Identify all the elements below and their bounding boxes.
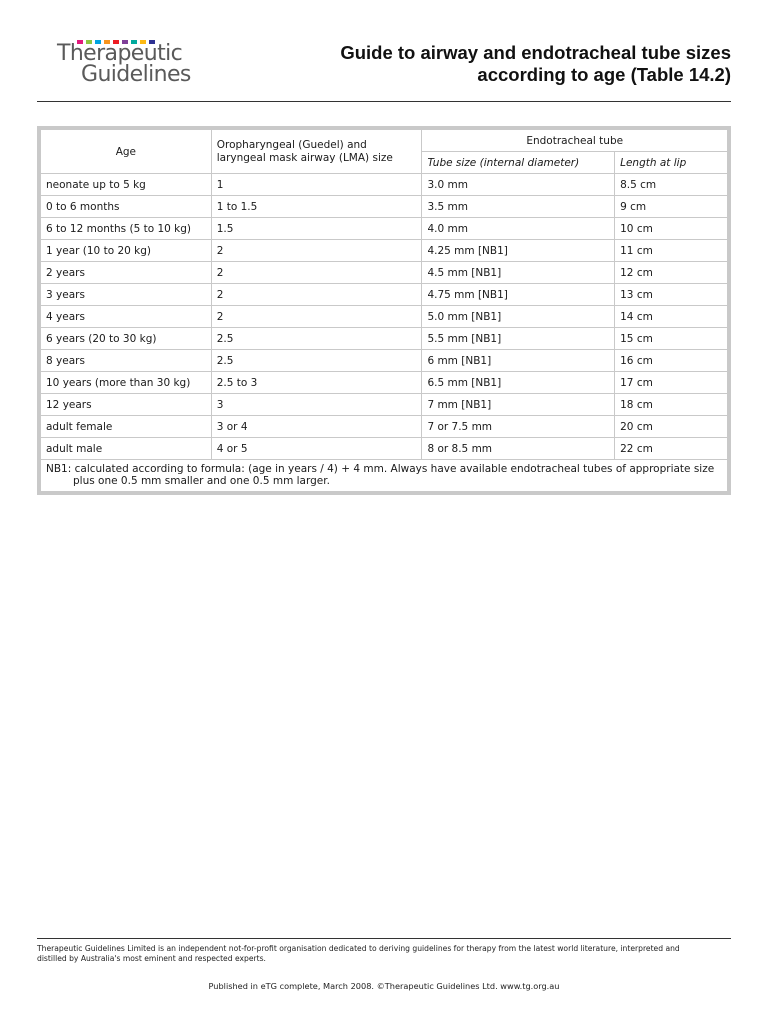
cell-length: 8.5 cm [615,174,728,196]
table-body [41,174,728,460]
cell-tube-size: 4.5 mm [NB1] [422,262,615,284]
cell-length: 14 cm [615,306,728,328]
header-endotracheal: Endotracheal tube [422,130,728,152]
footer-line2: distilled by Australia's most eminent and respected experts. [37,954,266,963]
cell-lma: 2 [211,240,422,262]
table-row [41,416,728,438]
page-title [340,42,731,86]
table-row [41,218,728,240]
cell-tube-size: 3.5 mm [422,196,615,218]
header-lma-line1: Oropharyngeal (Guedel) and [216,138,367,151]
cell-age: 1 year (10 to 20 kg) [41,240,212,262]
cell-age: 12 years [41,394,212,416]
cell-length: 20 cm [615,416,728,438]
therapeutic-guidelines-logo [57,38,217,86]
cell-lma: 2.5 to 3 [211,372,422,394]
size-table [40,129,728,492]
footer-divider [37,938,731,939]
footer-line1: Therapeutic Guidelines Limited is an independent not-for-profit organisation dedicated to deriving guidelines for therapy from the latest world literature, interpreted and [37,944,680,953]
header-lma-line2: laryngeal mask airway (LMA) size [216,151,393,164]
airway-size-table [37,126,731,495]
table-row [41,394,728,416]
cell-length: 13 cm [615,284,728,306]
cell-age: 3 years [41,284,212,306]
cell-lma: 1 [211,174,422,196]
table-row [41,328,728,350]
cell-lma: 3 [211,394,422,416]
header-lma [211,130,422,174]
cell-length: 18 cm [615,394,728,416]
cell-lma: 1 to 1.5 [211,196,422,218]
table-row [41,174,728,196]
table-note [41,460,728,492]
note-text: NB1: calculated according to formula: (age in years / 4) + 4 mm. Always have available endotracheal tubes of appropriate size plus one 0.5 mm smaller and one 0.5 mm larger. [46,463,715,487]
logo-line2: Guidelines [81,62,191,87]
page-header [37,38,731,100]
header-length: Length at lip [615,152,728,174]
header-age: Age [41,130,212,174]
table-row [41,196,728,218]
cell-age: 2 years [41,262,212,284]
table-row [41,262,728,284]
cell-length: 11 cm [615,240,728,262]
cell-length: 12 cm [615,262,728,284]
cell-lma: 2 [211,284,422,306]
cell-tube-size: 6.5 mm [NB1] [422,372,615,394]
cell-age: 6 years (20 to 30 kg) [41,328,212,350]
cell-tube-size: 8 or 8.5 mm [422,438,615,460]
table-row [41,306,728,328]
table-row [41,284,728,306]
title-line2: according to age (Table 14.2) [477,64,731,85]
cell-age: 8 years [41,350,212,372]
header-divider [37,101,731,102]
cell-age: 6 to 12 months (5 to 10 kg) [41,218,212,240]
cell-length: 22 cm [615,438,728,460]
logo-line1: Therapeutic [57,41,183,66]
cell-age: 4 years [41,306,212,328]
table-row [41,350,728,372]
cell-lma: 2 [211,306,422,328]
cell-tube-size: 7 or 7.5 mm [422,416,615,438]
cell-tube-size: 5.0 mm [NB1] [422,306,615,328]
cell-tube-size: 6 mm [NB1] [422,350,615,372]
table-row [41,240,728,262]
cell-lma: 1.5 [211,218,422,240]
cell-lma: 2 [211,262,422,284]
cell-length: 10 cm [615,218,728,240]
cell-lma: 2.5 [211,350,422,372]
cell-length: 17 cm [615,372,728,394]
cell-lma: 2.5 [211,328,422,350]
cell-tube-size: 4.75 mm [NB1] [422,284,615,306]
cell-lma: 3 or 4 [211,416,422,438]
cell-length: 9 cm [615,196,728,218]
cell-age: 0 to 6 months [41,196,212,218]
cell-length: 16 cm [615,350,728,372]
footer-published: Published in eTG complete, March 2008. ©Therapeutic Guidelines Ltd. www.tg.org.au [208,981,560,991]
table-row [41,372,728,394]
header-tube-size: Tube size (internal diameter) [422,152,615,174]
footer-description [37,944,737,964]
cell-tube-size: 4.0 mm [422,218,615,240]
table-row [41,438,728,460]
title-line1: Guide to airway and endotracheal tube sizes [340,42,731,63]
cell-lma: 4 or 5 [211,438,422,460]
cell-age: 10 years (more than 30 kg) [41,372,212,394]
cell-age: neonate up to 5 kg [41,174,212,196]
cell-tube-size: 4.25 mm [NB1] [422,240,615,262]
cell-age: adult male [41,438,212,460]
cell-tube-size: 7 mm [NB1] [422,394,615,416]
cell-tube-size: 5.5 mm [NB1] [422,328,615,350]
cell-age: adult female [41,416,212,438]
cell-length: 15 cm [615,328,728,350]
cell-tube-size: 3.0 mm [422,174,615,196]
